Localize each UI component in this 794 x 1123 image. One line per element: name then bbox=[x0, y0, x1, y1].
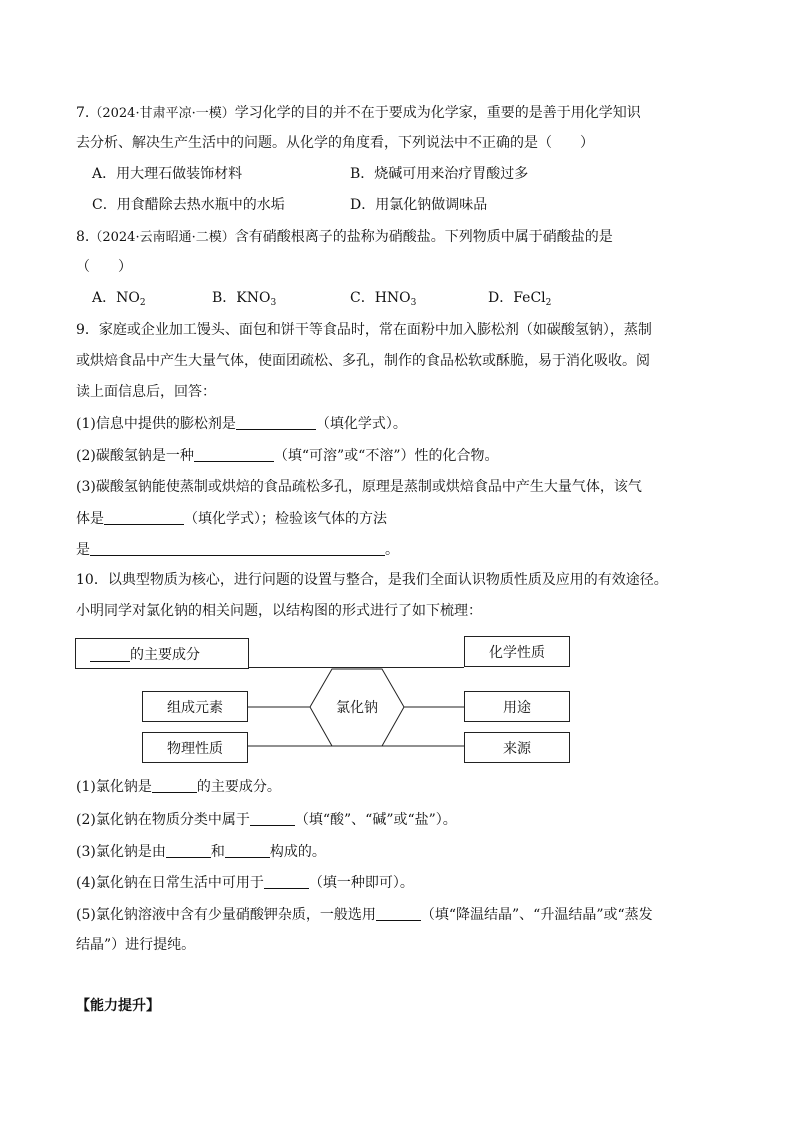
answer-blank[interactable] bbox=[225, 841, 270, 858]
q10-part1: (1)氯化钠是 的主要成分。 bbox=[76, 776, 281, 797]
answer-blank[interactable] bbox=[152, 776, 197, 793]
q9-part3-line3: 是 。 bbox=[76, 539, 399, 560]
q9-part2: (2)碳酸氢钠是一种 （填“可溶”或“不溶”）性的化合物。 bbox=[76, 445, 498, 466]
q7-option-a: A．用大理石做装饰材料 bbox=[92, 166, 243, 182]
q10-part5-line1: (5)氯化钠溶液中含有少量硝酸钾杂质，一般选用 （填“降温结晶”、“升温结晶”或“蒸发 bbox=[76, 904, 653, 925]
q8-option-b: B．$KNO_3$ bbox=[212, 290, 277, 308]
q9-line2: 或烘焙食品中产生大量气体，使面团疏松、多孔，制作的食品松软或酥脆，易于消化吸收。阅 bbox=[76, 353, 650, 369]
q7-option-c: C．用食醋除去热水瓶中的水垢 bbox=[92, 197, 285, 213]
q10-part4: (4)氯化钠在日常生活中可用于 （填一种即可）。 bbox=[76, 872, 414, 893]
q9-part3-line2: 体是 （填化学式）；检验该气体的方法 bbox=[76, 508, 387, 529]
answer-blank[interactable] bbox=[264, 872, 309, 889]
diagram-elements-box: 组成元素 bbox=[142, 691, 248, 722]
q10-line1: 10．以典型物质为核心，进行问题的设置与整合，是我们全面认识物质性质及应用的有效途径。 bbox=[76, 572, 668, 588]
diagram-physical-box: 物理性质 bbox=[142, 732, 248, 763]
q7-option-d: D．用氯化钠做调味品 bbox=[350, 197, 488, 213]
section-heading: 【能力提升】 bbox=[76, 998, 160, 1014]
q9-line3: 读上面信息后，回答： bbox=[76, 384, 216, 400]
q9-part1: (1)信息中提供的膨松剂是 （填化学式）。 bbox=[76, 413, 407, 434]
q10-part3: (3)氯化钠是由 和 构成的。 bbox=[76, 841, 326, 862]
q7-option-b: B．烧碱可用来治疗胃酸过多 bbox=[350, 166, 529, 182]
diagram-center-label: 氯化钠 bbox=[336, 700, 378, 716]
q10-part5-line2: 结晶”）进行提纯。 bbox=[76, 937, 196, 953]
q8-option-c: C．$HNO_3$ bbox=[350, 290, 417, 308]
q10-line2: 小明同学对氯化钠的相关问题，以结构图的形式进行了如下梳理： bbox=[76, 603, 482, 619]
q9-line1: 9．家庭或企业加工馒头、面包和饼干等食品时，常在面粉中加入膨松剂（如碳酸氢钠），蒸制 bbox=[76, 322, 652, 338]
q9-part3-line1: (3)碳酸氢钠能使蒸制或烘焙的食品疏松多孔，原理是蒸制或烘焙食品中产生大量气体，该气 bbox=[76, 479, 642, 495]
q8-line2: （ ） bbox=[76, 259, 132, 275]
q8-option-a: A．$NO_2$ bbox=[92, 290, 146, 308]
answer-blank[interactable] bbox=[376, 904, 421, 921]
diagram-source-box: 来源 bbox=[464, 732, 570, 763]
diagram-chemical-box: 化学性质 bbox=[464, 636, 570, 667]
diagram-use-box: 用途 bbox=[464, 691, 570, 722]
answer-blank[interactable] bbox=[166, 841, 211, 858]
q8-option-d: D．FeCl$_2$ bbox=[488, 290, 552, 308]
diagram-main-component-box: 的主要成分 bbox=[75, 638, 249, 669]
q7-line1: 7.（2024·甘肃平凉·一模）学习化学的目的并不在于要成为化学家，重要的是善于用化学知识 bbox=[76, 105, 641, 121]
answer-blank[interactable] bbox=[250, 809, 295, 826]
q7-line2: 去分析、解决生产生活中的问题。从化学的角度看，下列说法中不正确的是（ ） bbox=[76, 135, 594, 151]
q8-line1: 8.（2024·云南昭通·二模）含有硝酸根离子的盐称为硝酸盐。下列物质中属于硝酸盐的是 bbox=[76, 229, 613, 245]
q10-part2: (2)氯化钠在物质分类中属于 （填“酸”、“碱”或“盐”）。 bbox=[76, 809, 457, 830]
